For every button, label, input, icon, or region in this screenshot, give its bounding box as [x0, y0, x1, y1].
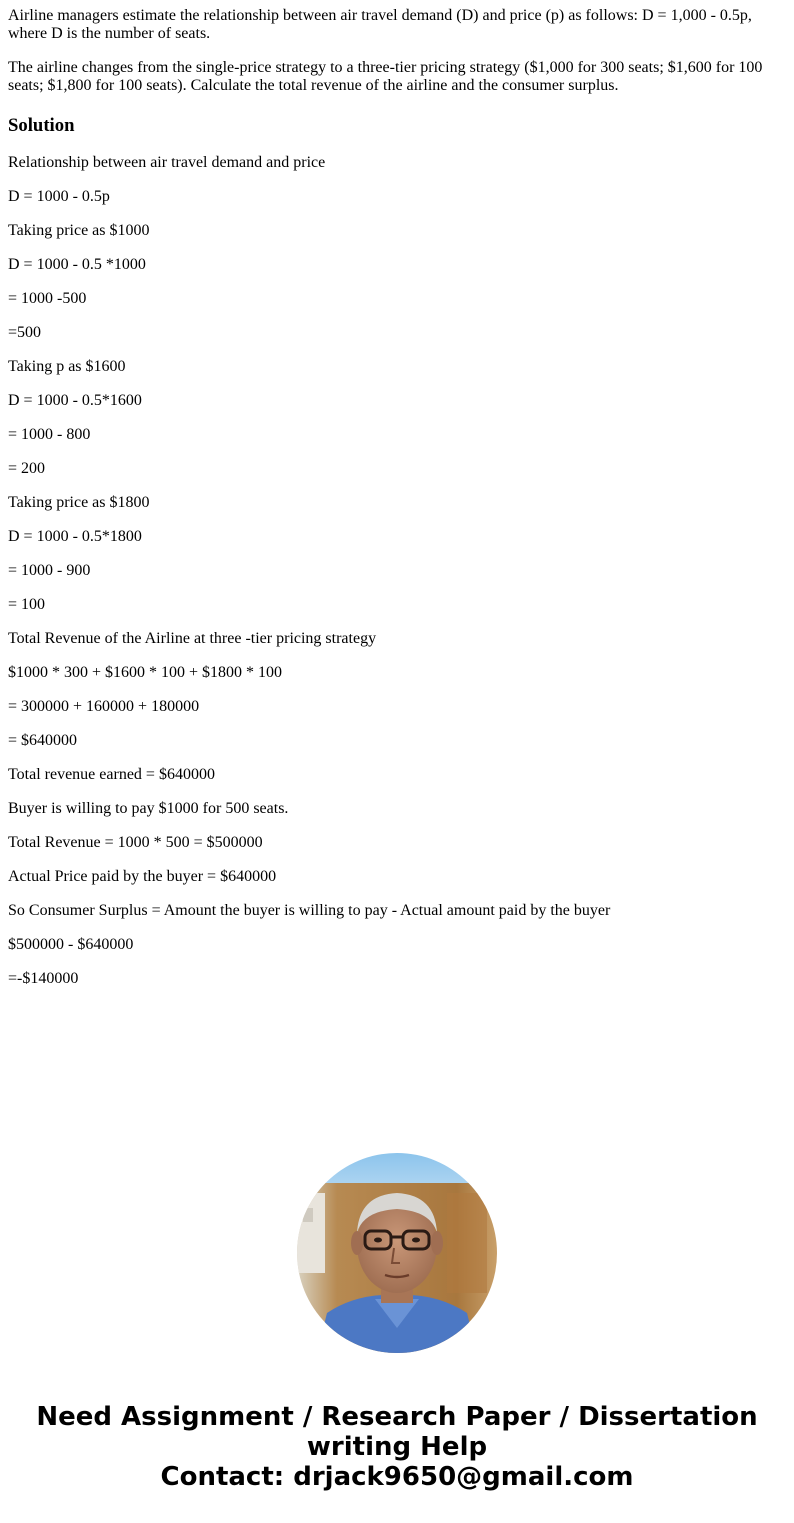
- solution-line: =-$140000: [8, 970, 79, 987]
- solution-line: = $640000: [8, 732, 78, 749]
- footer-line-1: Need Assignment / Research Paper / Dissertation: [36, 1402, 758, 1432]
- footer-banner: [0, 1402, 794, 1492]
- solution-line: Taking price as $1800: [8, 494, 150, 511]
- question-paragraph-1: Airline managers estimate the relationship between air travel demand (D) and price (p) as follows: D = 1,000 - 0.5p, where D is the number of seats.: [8, 7, 752, 42]
- solution-line: = 1000 -500: [8, 290, 87, 307]
- tutor-portrait-icon: [297, 1153, 497, 1353]
- question-paragraph-2: The airline changes from the single-price strategy to a three-tier pricing strategy ($1,000 for 300 seats; $1,600 for 100 seats; $1,800 for 100 seats). Calculate the total revenue of the airline and the consumer surplus.: [8, 59, 763, 94]
- solution-line: Relationship between air travel demand and price: [8, 154, 326, 171]
- solution-line: D = 1000 - 0.5 *1000: [8, 256, 146, 273]
- solution-line: Actual Price paid by the buyer = $640000: [8, 868, 277, 885]
- solution-line: Total revenue earned = $640000: [8, 766, 215, 783]
- solution-line: D = 1000 - 0.5*1800: [8, 528, 142, 545]
- solution-line: Taking price as $1000: [8, 222, 150, 239]
- footer-line-2: writing Help: [306, 1432, 488, 1462]
- solution-line: = 100: [8, 596, 46, 613]
- solution-line: So Consumer Surplus = Amount the buyer is willing to pay - Actual amount paid by the buyer: [8, 902, 611, 919]
- solution-line: =500: [8, 324, 42, 341]
- solution-line: Total Revenue = 1000 * 500 = $500000: [8, 834, 263, 851]
- solution-line: = 200: [8, 460, 46, 477]
- solution-line: = 1000 - 800: [8, 426, 91, 443]
- solution-line: $1000 * 300 + $1600 * 100 + $1800 * 100: [8, 664, 283, 681]
- solution-line: = 300000 + 160000 + 180000: [8, 698, 200, 715]
- solution-line: Buyer is willing to pay $1000 for 500 seats.: [8, 800, 289, 817]
- solution-line: Taking p as $1600: [8, 358, 126, 375]
- solution-line: Total Revenue of the Airline at three -tier pricing strategy: [8, 630, 377, 647]
- solution-steps: [8, 154, 778, 1004]
- solution-line: $500000 - $640000: [8, 936, 134, 953]
- solution-heading: Solution: [8, 115, 75, 136]
- solution-line: D = 1000 - 0.5*1600: [8, 392, 142, 409]
- solution-line: D = 1000 - 0.5p: [8, 188, 110, 205]
- footer-contact: Contact: drjack9650@gmail.com: [160, 1462, 634, 1492]
- solution-line: = 1000 - 900: [8, 562, 91, 579]
